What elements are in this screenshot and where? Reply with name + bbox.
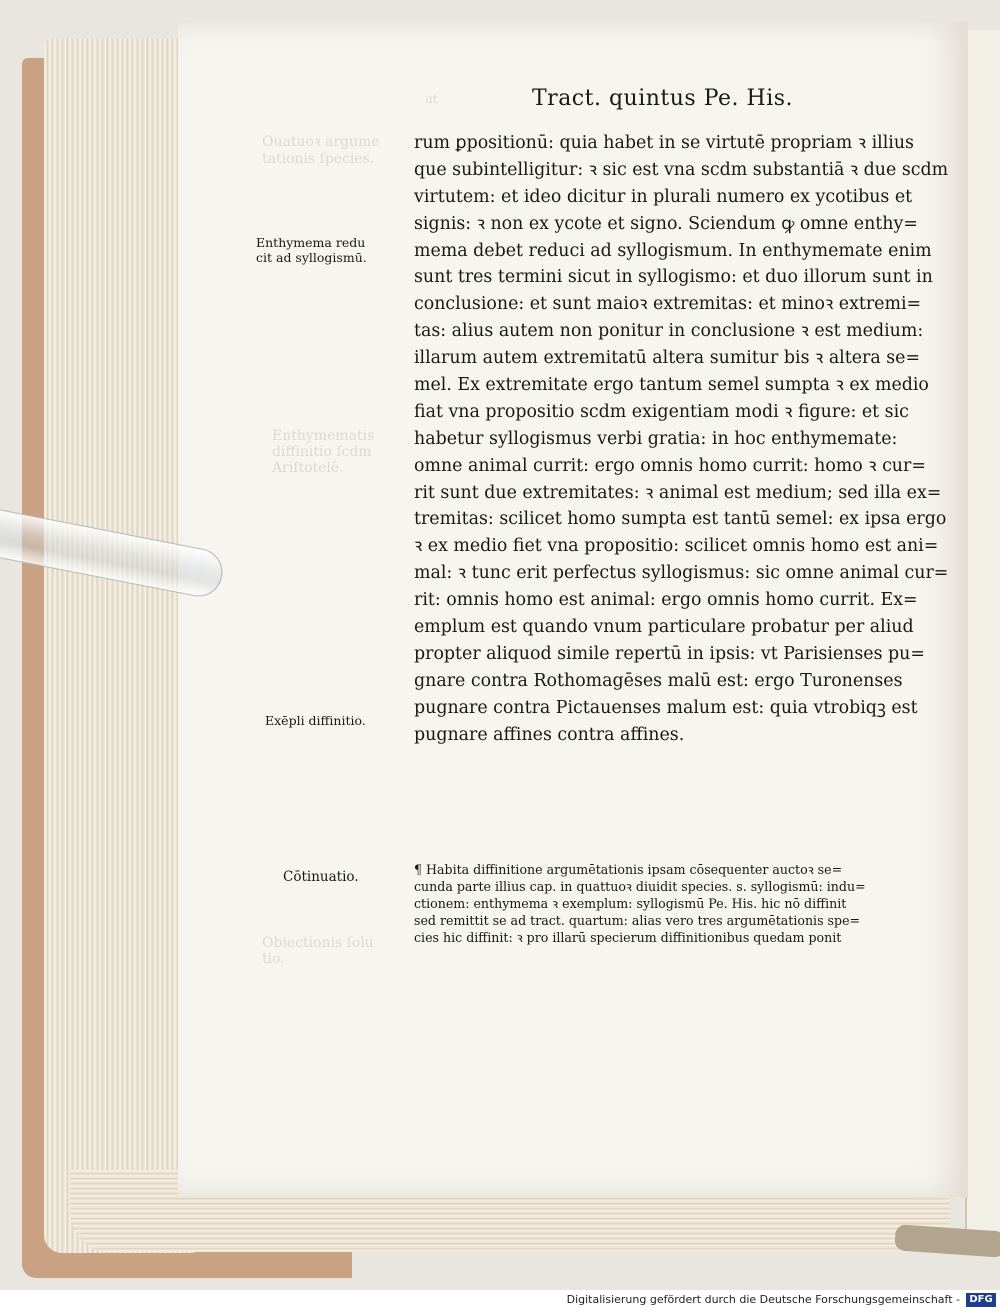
text-line: rum ꝑpositionū: quia habet in se virtutē propriam ꝛ illius	[414, 133, 914, 153]
text-line: mal: ꝛ tunc erit perfectus syllogismus: sic omne animal cur=	[414, 563, 949, 584]
margin-note-continuatio	[283, 870, 359, 885]
text-line: sunt tres termini sicut in syllogismo: et duo illorum sunt in	[414, 267, 933, 288]
text-line: gnare contra Rothomagēses malū est: ergo Turonenses	[414, 670, 903, 691]
text-line: rit: omnis homo est animal: ergo omnis homo currit. Ex=	[414, 590, 918, 611]
margin-note-line: Enthymema redu	[256, 235, 366, 250]
funding-credit: Digitalisierung gefördert durch die Deutsche Forschungsgemeinschaft -	[566, 1293, 960, 1306]
text-line: signis: ꝛ non ex ycote et signo. Sciendum ꝙ omne enthy=	[414, 213, 918, 234]
text-line: mema debet reduci ad syllogismum. In enthymemate enim	[414, 240, 932, 261]
facing-page-edge	[965, 30, 1000, 1230]
margin-note-line: Exēpli diffinitio.	[265, 713, 366, 728]
text-line: pugnare contra Pictauenses malum est: quia vtrobiqꝫ est	[414, 697, 918, 718]
show-through-text: Ouatuoꝛ argume tationis ſpecies.	[262, 134, 380, 167]
text-line: ꝛ ex medio fiet vna propositio: scilicet omnis homo est ani=	[414, 536, 939, 557]
text-line: emplum est quando vnum particulare probatur per aliud	[414, 617, 914, 638]
text-line: mel. Ex extremitate ergo tantum semel sumpta ꝛ ex medio	[414, 375, 929, 396]
margin-note-line: cit ad syllogismū.	[256, 250, 367, 265]
text-line: fiat vna propositio scdm exigentiam modi ꝛ figure: et sic	[414, 401, 909, 422]
show-through-text: ut	[425, 92, 438, 106]
commentary-line: sed remittit se ad tract. quartum: alias vero tres argumētationis spe=	[414, 913, 861, 928]
commentary-line: cies hic diffinit: ꝛ pro illarū specierum diffinitionibus quedam ponit	[414, 930, 842, 945]
text-line: rit sunt due extremitates: ꝛ animal est medium; sed illa ex=	[414, 482, 942, 503]
text-line: omne animal currit: ergo omnis homo currit: homo ꝛ cur=	[414, 455, 926, 476]
digitization-footer	[0, 1290, 1000, 1311]
text-line: tremitas: scilicet homo sumpta est tantū semel: ex ipsa ergo	[414, 509, 947, 530]
running-title: Tract. quintus Pe. His.	[532, 86, 794, 111]
text-line: virtutem: et ideo dicitur in plurali numero ex ycotibus et	[414, 186, 913, 207]
text-line: propter aliquod simile repertū in ipsis: vt Parisienses pu=	[414, 643, 925, 664]
dfg-logo: DFG	[966, 1293, 996, 1307]
margin-note-enthymema	[256, 235, 367, 265]
text-line: habetur syllogismus verbi gratia: in hoc enthymemate:	[414, 428, 898, 449]
show-through-text: Enthymematis diffinitio ſcdm Ariſtotelē.	[272, 428, 375, 476]
text-line: que subintelligitur: ꝛ sic est vna scdm substantiā ꝛ due scdm	[414, 159, 949, 180]
text-line: illarum autem extremitatū altera sumitur bis ꝛ altera se=	[414, 348, 921, 369]
commentary-line: ctionem: enthymema ꝛ exemplum: syllogismū Pe. His. hic nō diffinit	[414, 896, 847, 911]
text-line: tas: alius autem non ponitur in conclusione ꝛ est medium:	[414, 321, 924, 342]
margin-note-exempli	[265, 713, 366, 728]
main-text-block	[414, 130, 949, 748]
show-through-text: Obiectionis ſolu tio.	[262, 935, 374, 967]
commentary-line: cunda parte illius cap. in quattuoꝛ diuidit species. s. syllogismū: indu=	[414, 879, 866, 894]
page-edges-left	[44, 38, 194, 1253]
margin-note-line: Cōtinuatio.	[283, 869, 359, 885]
commentary-block	[414, 861, 959, 946]
text-line: pugnare affines contra affines.	[414, 724, 685, 745]
text-line: conclusione: et sunt maioꝛ extremitas: et minoꝛ extremi=	[414, 294, 922, 315]
commentary-line: ¶ Habita diffinitione argumētationis ipsam cōsequenter auctoꝛ se=	[414, 862, 843, 877]
